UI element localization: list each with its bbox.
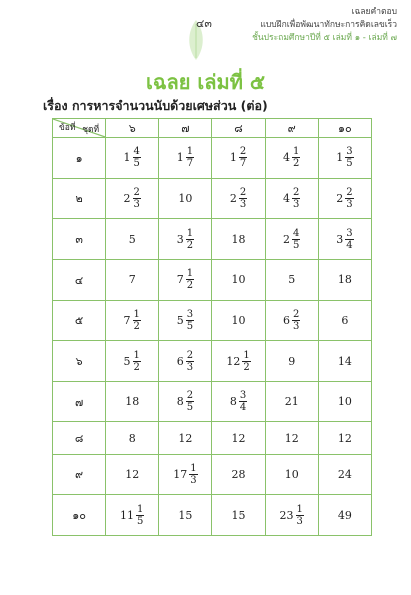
answer-cell <box>265 495 318 536</box>
fraction <box>186 309 194 332</box>
denominator: 5 <box>293 239 300 251</box>
answer-cell <box>159 300 212 341</box>
answer-cell <box>106 422 159 454</box>
answer-value <box>178 509 192 522</box>
numerator: 1 <box>293 146 300 158</box>
answer-cell <box>159 495 212 536</box>
corner-set-label: ชุดที่ <box>82 125 100 135</box>
whole-number: 8 <box>128 431 136 445</box>
whole-number: 3 <box>336 232 344 246</box>
numerator: 3 <box>346 146 353 158</box>
answer-cell <box>106 454 159 495</box>
fraction <box>186 146 194 169</box>
answer-cell <box>159 219 212 260</box>
answer-value <box>338 395 352 408</box>
denominator: 2 <box>133 361 140 373</box>
answer-value <box>288 355 295 368</box>
fraction <box>345 228 353 251</box>
answer-cell <box>318 381 371 422</box>
whole-number: 28 <box>231 467 246 481</box>
column-header: ๙ <box>265 119 318 138</box>
numerator: 1 <box>243 349 250 361</box>
fraction <box>133 350 141 373</box>
denominator: 3 <box>239 198 247 210</box>
whole-number: 10 <box>284 467 299 481</box>
denominator: 7 <box>239 158 247 170</box>
answer-value <box>285 432 299 445</box>
answer-cell <box>212 422 265 454</box>
answer-value <box>120 504 144 527</box>
whole-number: 3 <box>176 232 184 246</box>
fraction <box>345 187 353 210</box>
answer-value <box>177 309 194 332</box>
denominator: 2 <box>186 239 194 251</box>
whole-number: 9 <box>288 354 296 368</box>
fraction <box>239 146 247 169</box>
whole-number: 23 <box>279 508 294 522</box>
whole-number: 5 <box>176 313 184 327</box>
answer-cell <box>106 138 159 179</box>
denominator: 4 <box>239 402 247 414</box>
answer-value <box>124 187 141 210</box>
section-subtitle: เรื่อง การหารจำนวนนับด้วยเศษส่วน (ต่อ) <box>43 98 268 113</box>
fraction <box>136 504 144 527</box>
answer-value <box>285 395 299 408</box>
numerator: 1 <box>296 503 303 515</box>
answer-value <box>230 187 247 210</box>
answer-cell <box>159 341 212 382</box>
numerator: 2 <box>293 186 300 198</box>
whole-number: 10 <box>178 191 193 205</box>
row-header: ๔ <box>53 259 106 300</box>
whole-number: 17 <box>173 467 188 481</box>
answer-value <box>125 395 139 408</box>
answer-value <box>177 228 194 251</box>
answer-cell <box>106 341 159 382</box>
answer-cell <box>318 138 371 179</box>
denominator: 2 <box>293 158 300 170</box>
answer-cell <box>212 454 265 495</box>
answer-value <box>177 268 194 291</box>
whole-number: 10 <box>231 273 246 287</box>
answer-value <box>129 432 136 445</box>
answer-cell <box>159 422 212 454</box>
whole-number: 11 <box>120 508 135 522</box>
answer-value <box>129 273 136 286</box>
fraction <box>189 463 197 486</box>
numerator: 1 <box>133 349 140 361</box>
numerator: 4 <box>293 227 300 239</box>
column-header: ๖ <box>106 119 159 138</box>
numerator: 2 <box>239 186 247 198</box>
answer-cell <box>106 259 159 300</box>
fraction <box>133 146 141 169</box>
fraction <box>292 146 300 169</box>
answer-cell <box>159 138 212 179</box>
answer-value <box>124 350 141 373</box>
numerator: 1 <box>133 308 140 320</box>
answer-cell <box>212 381 265 422</box>
denominator: 3 <box>133 198 140 210</box>
answer-value <box>125 468 139 481</box>
answer-value <box>177 390 194 413</box>
numerator: 3 <box>239 390 247 402</box>
fraction <box>186 350 194 373</box>
numerator: 2 <box>186 349 194 361</box>
answer-cell <box>212 178 265 219</box>
answer-value <box>230 146 247 169</box>
numerator: 1 <box>137 503 144 515</box>
whole-number: 14 <box>337 354 352 368</box>
whole-number: 6 <box>341 313 349 327</box>
answer-value <box>232 509 246 522</box>
column-header: ๗ <box>159 119 212 138</box>
whole-number: 21 <box>284 395 299 409</box>
whole-number: 12 <box>337 431 352 445</box>
row-header: ๘ <box>53 422 106 454</box>
whole-number: 18 <box>231 232 246 246</box>
denominator: 2 <box>243 361 250 373</box>
answer-value <box>341 314 348 327</box>
answer-value <box>232 233 246 246</box>
answer-cell <box>265 138 318 179</box>
fraction <box>186 268 194 291</box>
whole-number: 7 <box>176 273 184 287</box>
answer-value <box>124 146 141 169</box>
answer-cell <box>106 219 159 260</box>
whole-number: 7 <box>128 273 136 287</box>
whole-number: 18 <box>337 273 352 287</box>
whole-number: 8 <box>229 395 237 409</box>
whole-number: 10 <box>231 313 246 327</box>
table-row <box>53 454 372 495</box>
denominator: 5 <box>133 158 140 170</box>
numerator: 2 <box>239 146 247 158</box>
whole-number: 1 <box>123 151 131 165</box>
answer-cell <box>318 178 371 219</box>
fraction <box>186 228 194 251</box>
denominator: 5 <box>346 158 353 170</box>
whole-number: 2 <box>229 191 237 205</box>
answer-cell <box>265 219 318 260</box>
answer-value <box>226 350 250 373</box>
table-row <box>53 259 372 300</box>
answer-value <box>232 314 246 327</box>
answer-cell <box>159 381 212 422</box>
whole-number: 15 <box>178 508 193 522</box>
whole-number: 12 <box>178 431 193 445</box>
whole-number: 49 <box>337 508 352 522</box>
header-line-1: เฉลยคำตอบ <box>351 7 397 17</box>
answer-value <box>288 273 295 286</box>
column-header: ๘ <box>212 119 265 138</box>
whole-number: 1 <box>336 151 344 165</box>
answer-table <box>52 118 372 536</box>
whole-number: 7 <box>123 313 131 327</box>
answer-value <box>280 504 304 527</box>
table-header-row <box>53 119 372 138</box>
denominator: 3 <box>293 320 300 332</box>
whole-number: 6 <box>176 354 184 368</box>
whole-number: 12 <box>226 354 241 368</box>
whole-number: 4 <box>283 191 291 205</box>
answer-value <box>283 309 300 332</box>
table-row <box>53 381 372 422</box>
answer-value <box>336 146 353 169</box>
numerator: 3 <box>186 308 194 320</box>
fraction <box>186 390 194 413</box>
answer-cell <box>265 259 318 300</box>
whole-number: 1 <box>176 151 184 165</box>
numerator: 4 <box>133 146 140 158</box>
answer-cell <box>106 381 159 422</box>
whole-number: 2 <box>283 232 291 246</box>
denominator: 4 <box>346 239 353 251</box>
denominator: 5 <box>186 320 194 332</box>
answer-value <box>283 187 300 210</box>
whole-number: 4 <box>283 151 291 165</box>
row-header: ๓ <box>53 219 106 260</box>
table-row <box>53 300 372 341</box>
row-header: ๑ <box>53 138 106 179</box>
fraction <box>292 187 300 210</box>
numerator: 1 <box>186 268 194 280</box>
whole-number: 8 <box>176 395 184 409</box>
page-number: ๔๓ <box>196 17 212 30</box>
denominator: 3 <box>296 515 303 527</box>
answer-value <box>338 273 352 286</box>
fraction <box>242 350 250 373</box>
corner-item-label: ข้อที่ <box>59 123 76 133</box>
table-row <box>53 138 372 179</box>
numerator: 2 <box>293 308 300 320</box>
whole-number: 5 <box>288 273 296 287</box>
corner-cell <box>53 119 106 138</box>
whole-number: 12 <box>284 431 299 445</box>
whole-number: 10 <box>337 395 352 409</box>
numerator: 1 <box>190 462 197 474</box>
fraction <box>296 504 304 527</box>
denominator: 2 <box>133 320 140 332</box>
table-row <box>53 495 372 536</box>
denominator: 5 <box>137 515 144 527</box>
answer-cell <box>212 341 265 382</box>
whole-number: 1 <box>229 151 237 165</box>
fraction <box>239 187 247 210</box>
table-row <box>53 422 372 454</box>
whole-number: 18 <box>125 395 140 409</box>
fraction <box>133 187 141 210</box>
answer-cell <box>318 259 371 300</box>
answer-cell <box>318 219 371 260</box>
answer-value <box>232 468 246 481</box>
answer-cell <box>106 495 159 536</box>
whole-number: 5 <box>123 354 131 368</box>
answer-cell <box>212 219 265 260</box>
denominator: 3 <box>346 198 353 210</box>
answer-cell <box>318 495 371 536</box>
fraction <box>133 309 141 332</box>
fraction <box>292 228 300 251</box>
whole-number: 5 <box>128 232 136 246</box>
answer-cell <box>212 259 265 300</box>
answer-cell <box>265 341 318 382</box>
answer-value <box>336 228 353 251</box>
column-header: ๑๐ <box>318 119 371 138</box>
answer-cell <box>318 300 371 341</box>
whole-number: 12 <box>231 431 246 445</box>
whole-number: 12 <box>125 467 140 481</box>
answer-cell <box>318 422 371 454</box>
answer-cell <box>318 341 371 382</box>
header-line-3: ชั้นประถมศึกษาปีที่ ๕ เล่มที่ ๑ - เล่มที่ ๗ <box>252 33 397 43</box>
answer-value <box>336 187 353 210</box>
running-header <box>252 6 397 45</box>
answer-value <box>285 468 299 481</box>
table-body <box>53 138 372 536</box>
answer-value <box>178 192 192 205</box>
answer-cell <box>265 178 318 219</box>
answer-value <box>178 432 192 445</box>
answer-value <box>177 350 194 373</box>
answer-cell <box>265 422 318 454</box>
answer-cell <box>159 454 212 495</box>
answer-value <box>124 309 141 332</box>
row-header: ๖ <box>53 341 106 382</box>
denominator: 2 <box>186 280 194 292</box>
numerator: 3 <box>346 227 353 239</box>
table-row <box>53 341 372 382</box>
answer-cell <box>265 454 318 495</box>
whole-number: 15 <box>231 508 246 522</box>
answer-cell <box>212 300 265 341</box>
fraction <box>239 390 247 413</box>
denominator: 3 <box>190 474 197 486</box>
denominator: 3 <box>293 198 300 210</box>
answer-value <box>283 146 300 169</box>
header-line-2: แบบฝึกเพื่อพัฒนาทักษะการคิดเลขเร็ว <box>260 20 397 30</box>
answer-cell <box>265 300 318 341</box>
numerator: 2 <box>133 186 140 198</box>
answer-cell <box>106 300 159 341</box>
page-title: เฉลย เล่มที่ ๕ <box>146 70 265 94</box>
answer-value <box>232 432 246 445</box>
table-row <box>53 219 372 260</box>
numerator: 2 <box>186 390 194 402</box>
whole-number: 2 <box>123 191 131 205</box>
answer-value <box>338 468 352 481</box>
answer-cell <box>265 381 318 422</box>
row-header: ๒ <box>53 178 106 219</box>
answer-value <box>173 463 197 486</box>
row-header: ๙ <box>53 454 106 495</box>
denominator: 5 <box>186 402 194 414</box>
row-header: ๕ <box>53 300 106 341</box>
fraction <box>345 146 353 169</box>
numerator: 1 <box>186 146 194 158</box>
denominator: 3 <box>186 361 194 373</box>
answer-value <box>283 228 300 251</box>
answer-value <box>232 273 246 286</box>
whole-number: 2 <box>336 191 344 205</box>
answer-cell <box>318 454 371 495</box>
answer-value <box>338 509 352 522</box>
numerator: 2 <box>346 186 353 198</box>
answer-value <box>177 146 194 169</box>
row-header: ๑๐ <box>53 495 106 536</box>
answer-value <box>230 390 247 413</box>
fraction <box>292 309 300 332</box>
whole-number: 24 <box>337 467 352 481</box>
table-row <box>53 178 372 219</box>
numerator: 1 <box>186 227 194 239</box>
denominator: 7 <box>186 158 194 170</box>
answer-cell <box>106 178 159 219</box>
answer-value <box>338 432 352 445</box>
answer-value <box>129 233 136 246</box>
answer-cell <box>159 178 212 219</box>
row-header: ๗ <box>53 381 106 422</box>
answer-cell <box>212 495 265 536</box>
whole-number: 6 <box>283 313 291 327</box>
answer-cell <box>212 138 265 179</box>
answer-value <box>338 355 352 368</box>
answer-cell <box>159 259 212 300</box>
